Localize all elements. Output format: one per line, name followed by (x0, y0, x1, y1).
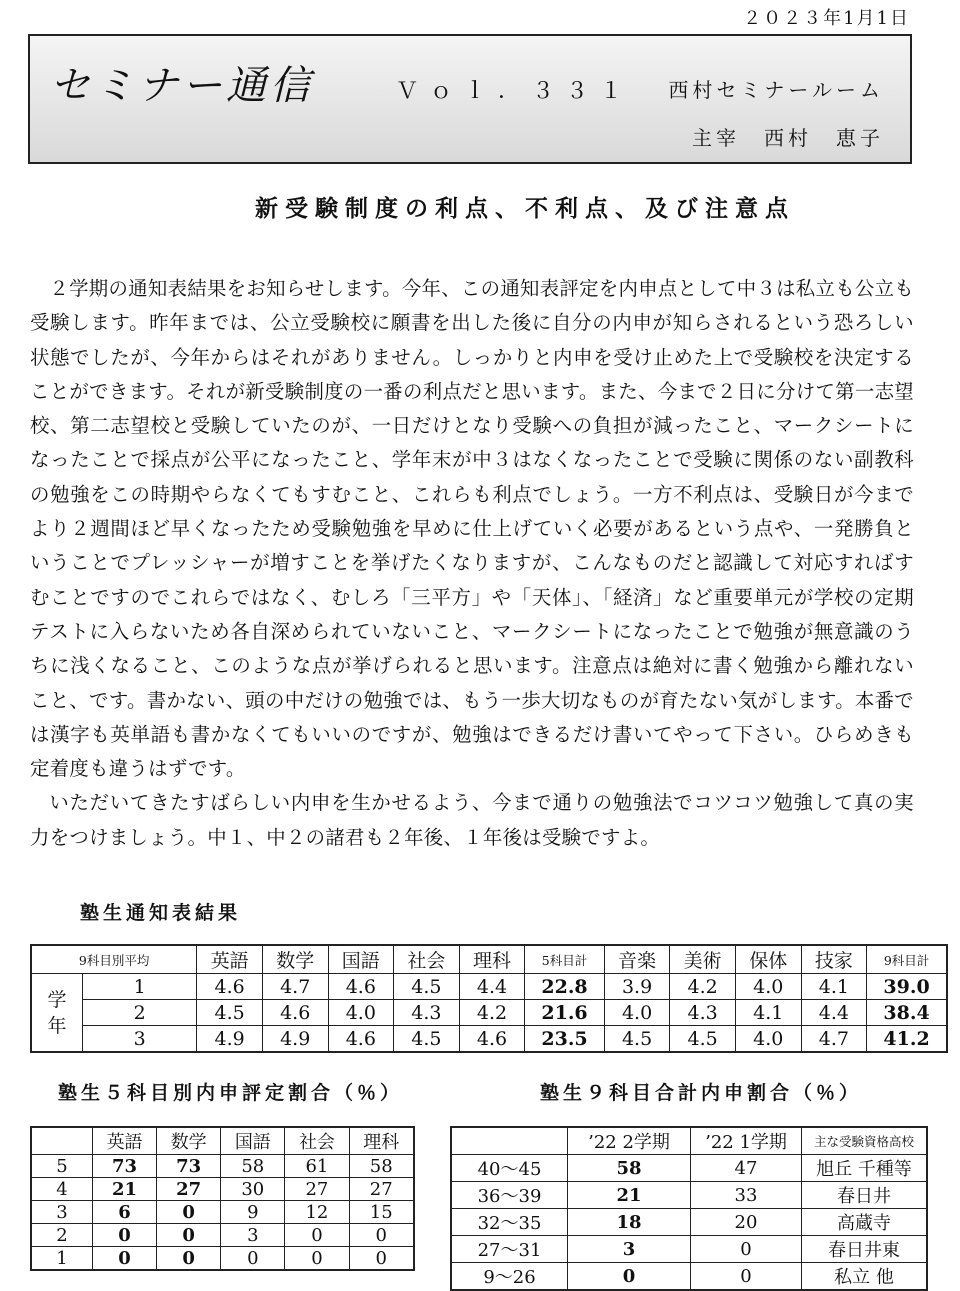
school-name: 私立 他 (802, 1263, 928, 1291)
table-cell: 21 (568, 1182, 691, 1209)
table-cell: 3 (568, 1236, 691, 1263)
column-header: 社会 (285, 1127, 349, 1155)
organization-name: 西村セミナールーム (668, 78, 884, 102)
five-subject-ratio-table (30, 1126, 415, 1271)
column-header: 美術 (670, 945, 736, 974)
table-cell: 4.6 (459, 1026, 525, 1053)
table-cell: 4.6 (328, 974, 394, 1000)
table-cell: 4.3 (670, 1000, 736, 1026)
column-header: 英語 (197, 945, 263, 974)
table-header-row (451, 1127, 927, 1155)
column-header: 数学 (262, 945, 328, 974)
article-body (30, 272, 914, 855)
score-range: 9～26 (451, 1263, 568, 1291)
score-range: 36～39 (451, 1182, 568, 1209)
school-name: 旭丘 千種等 (802, 1155, 928, 1182)
table-cell: 6 (93, 1201, 157, 1224)
table-cell: 4.1 (735, 1000, 801, 1026)
table-cell: 4.1 (801, 974, 867, 1000)
report-results-title: 塾生通知表結果 (80, 902, 242, 924)
table-cell: 47 (691, 1155, 802, 1182)
school-name: 春日井東 (802, 1236, 928, 1263)
table-cell: 73 (93, 1155, 157, 1178)
table-cell: 30 (221, 1178, 285, 1201)
table-corner-label: 9科目別平均 (31, 945, 197, 974)
table-cell: 23.5 (525, 1026, 604, 1053)
table-cell: 4.7 (262, 974, 328, 1000)
column-header: 数学 (157, 1127, 221, 1155)
column-header: 主な受験資格高校 (802, 1127, 928, 1155)
column-header: 5科目計 (525, 945, 604, 974)
column-header: 音楽 (604, 945, 670, 974)
table-cell: 9 (221, 1201, 285, 1224)
table-cell: 0 (691, 1236, 802, 1263)
column-header: 9科目計 (867, 945, 947, 974)
grade-number: 2 (83, 1000, 197, 1026)
table-cell: 4.5 (670, 1026, 736, 1053)
table-cell: 58 (349, 1155, 414, 1178)
report-card-averages-table (30, 944, 948, 1053)
rating-label: 5 (31, 1155, 93, 1178)
nine-subject-ratio-table (450, 1126, 928, 1291)
column-header: 社会 (394, 945, 460, 974)
table-cell: 0 (221, 1247, 285, 1271)
table-row (31, 1224, 414, 1247)
paragraph-1: ２学期の通知表結果をお知らせします。今年、この通知表評定を内申点として中３は私立も公立も受験します。昨年までは、公立受験校に願書を出した後に自分の内申が知らされるという恐ろしい状態でしたが、今年からはそれがありません。しっかりと内申を受け止めた上で受験校を決定することができます。それが新受験制度の一番の利点だと思います。また、今まで２日に分けて第一志望校、第二志望校と受験していたのが、一日だけとなり受験への負担が減ったこと、マークシートになったことで採点が公平になったこと、学年末が中３はなくなったことで受験に関係のない副教科の勉強をこの時期やらなくてもすむこと、これらも利点でしょう。一方不利点は、受験日が今までより２週間ほど早くなったため受験勉強を早めに仕上げていく必要があるという点や、一発勝負ということでプレッシャーが増すことを挙げたくなりますが、こんなものだと認識して対応すればすむことですのでこれらではなく、むしろ「三平方」や「天体」、「経済」など重要単元が学校の定期テストに入らないため各自深められていないこと、マークシートになったことで勉強が無意識のうちに浅くなること、このような点が挙げられると思います。注意点は絶対に書く勉強から離れないこと、です。書かない、頭の中だけの勉強では、もう一歩大切なものが育たない気がします。本番では漢字も英単語も書かなくてもいいのですが、勉強はできるだけ書いてやって下さい。ひらめきも定着度も違うはずです。 (30, 277, 914, 781)
table-cell: 4.0 (604, 1000, 670, 1026)
column-header: 国語 (221, 1127, 285, 1155)
table-cell: 4.6 (262, 1000, 328, 1026)
rating-label: 4 (31, 1178, 93, 1201)
table-cell: 33 (691, 1182, 802, 1209)
table-cell: 0 (93, 1247, 157, 1271)
table-cell: 3.9 (604, 974, 670, 1000)
table-cell: 4.9 (262, 1026, 328, 1053)
score-range: 40～45 (451, 1155, 568, 1182)
table-cell: 0 (93, 1224, 157, 1247)
table-row (451, 1209, 927, 1236)
table-cell: 21 (93, 1178, 157, 1201)
table-cell: 41.2 (867, 1026, 947, 1053)
table-cell: 0 (157, 1201, 221, 1224)
table-cell: 4.6 (328, 1026, 394, 1053)
school-name: 春日井 (802, 1182, 928, 1209)
table-cell: 0 (691, 1263, 802, 1291)
table-cell: 4.5 (394, 1026, 460, 1053)
table-row (31, 1178, 414, 1201)
column-header: 理科 (459, 945, 525, 974)
rating-label: 2 (31, 1224, 93, 1247)
five-subject-ratio-title: 塾生５科目別内申評定割合（％） (58, 1082, 404, 1104)
rating-label: 3 (31, 1201, 93, 1224)
paragraph-2: いただいてきたすばらしい内申を生かせるよう、今まで通りの勉強法でコツコツ勉強して真の実力をつけましょう。中１、中２の諸君も２年後、１年後は受験ですよ。 (30, 791, 914, 849)
newsletter-header (28, 34, 912, 164)
score-range: 32～35 (451, 1209, 568, 1236)
table-cell: 4.0 (735, 1026, 801, 1053)
table-cell: 0 (349, 1224, 414, 1247)
table-cell: 39.0 (867, 974, 947, 1000)
school-name: 高蔵寺 (802, 1209, 928, 1236)
host-name: 主宰 西村 恵子 (692, 126, 884, 150)
table-cell: 4.0 (328, 1000, 394, 1026)
table-row (31, 974, 947, 1000)
table-header-row (31, 945, 947, 974)
table-cell: 4.5 (197, 1000, 263, 1026)
grade-number: 1 (83, 974, 197, 1000)
table-cell: 27 (157, 1178, 221, 1201)
nine-subject-ratio-title: 塾生９科目合計内申割合（％） (540, 1082, 863, 1104)
column-header: 保体 (735, 945, 801, 974)
newsletter-title: セミナー通信 (50, 63, 314, 109)
table-cell: 4.5 (604, 1026, 670, 1053)
table-cell: 21.6 (525, 1000, 604, 1026)
table-cell: 0 (568, 1263, 691, 1291)
table-cell: 3 (221, 1224, 285, 1247)
volume-number: Ｖｏｌ．３３１ (396, 79, 635, 104)
rating-label: 1 (31, 1247, 93, 1271)
table-row (451, 1155, 927, 1182)
table-cell: 15 (349, 1201, 414, 1224)
table-cell: 20 (691, 1209, 802, 1236)
table-row (31, 1155, 414, 1178)
table-cell: 58 (221, 1155, 285, 1178)
table-corner (451, 1127, 568, 1155)
table-cell: 27 (285, 1178, 349, 1201)
table-cell: 0 (285, 1224, 349, 1247)
column-header: 理科 (349, 1127, 414, 1155)
grade-label: 学年 (31, 974, 83, 1053)
table-row (451, 1236, 927, 1263)
table-cell: 4.9 (197, 1026, 263, 1053)
table-cell: 38.4 (867, 1000, 947, 1026)
table-cell: 4.0 (735, 974, 801, 1000)
article-headline: 新受験制度の利点、不利点、及び注意点 (255, 195, 795, 222)
table-cell: 12 (285, 1201, 349, 1224)
column-header: 技家 (801, 945, 867, 974)
table-row (31, 1201, 414, 1224)
table-cell: 4.3 (394, 1000, 460, 1026)
table-cell: 18 (568, 1209, 691, 1236)
table-row (31, 1247, 414, 1271)
table-corner (31, 1127, 93, 1155)
issue-date: ２０２３年1月1日 (743, 8, 910, 29)
column-header: 国語 (328, 945, 394, 974)
column-header: 英語 (93, 1127, 157, 1155)
score-range: 27～31 (451, 1236, 568, 1263)
table-cell: 4.7 (801, 1026, 867, 1053)
table-cell: 0 (157, 1224, 221, 1247)
table-cell: 22.8 (525, 974, 604, 1000)
table-cell: 61 (285, 1155, 349, 1178)
table-cell: 0 (349, 1247, 414, 1271)
column-header: ’22 1学期 (691, 1127, 802, 1155)
table-row (31, 1000, 947, 1026)
table-cell: 4.4 (801, 1000, 867, 1026)
table-header-row (31, 1127, 414, 1155)
table-row (31, 1026, 947, 1053)
grade-number: 3 (83, 1026, 197, 1053)
column-header: ’22 2学期 (568, 1127, 691, 1155)
table-cell: 0 (285, 1247, 349, 1271)
table-cell: 4.6 (197, 974, 263, 1000)
table-cell: 4.5 (394, 974, 460, 1000)
table-cell: 73 (157, 1155, 221, 1178)
table-cell: 0 (157, 1247, 221, 1271)
table-cell: 4.2 (670, 974, 736, 1000)
table-row (451, 1182, 927, 1209)
table-row (451, 1263, 927, 1291)
table-cell: 4.2 (459, 1000, 525, 1026)
table-cell: 4.4 (459, 974, 525, 1000)
table-cell: 27 (349, 1178, 414, 1201)
table-cell: 58 (568, 1155, 691, 1182)
